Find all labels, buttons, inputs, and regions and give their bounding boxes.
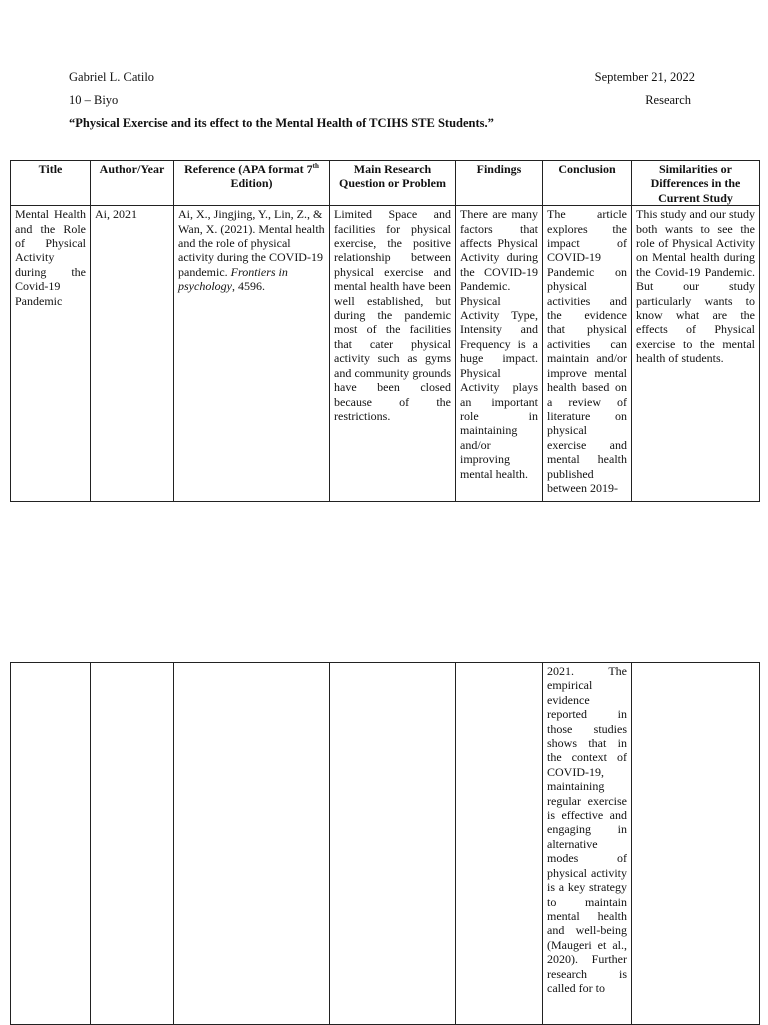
cell-conclusion xyxy=(543,206,632,502)
reference-journal: Frontiers in psychology xyxy=(178,264,288,294)
table-header-row xyxy=(11,161,760,206)
table-row xyxy=(11,663,760,1025)
cell-findings-empty xyxy=(456,663,543,1025)
column-header-title: Title xyxy=(11,161,91,206)
column-header-reference xyxy=(174,161,330,206)
subject-name: Research xyxy=(645,93,691,107)
column-header-conclusion: Conclusion xyxy=(543,161,632,206)
conclusion-continued-text: 2021. The empirical evidence reported in those studies shows that in the context of COVID-19, maintaining regular exercise is effective and engaging in alternative modes of physical activity is a key strategy to maintain mental health and well-being (Maugeri et al., 2020). Further research is called for to xyxy=(547,664,627,995)
column-header-similarities: Similarities or Differences in the Current Study xyxy=(632,161,760,206)
cell-findings: There are many factors that affects Physical Activity during the COVID-19 Pandemic. Physical Activity Type, Intensity and Frequency is a huge impact. Physical Activity plays an important role in maintaining and/or improving mental health. xyxy=(456,206,543,502)
reference-header-sup: th xyxy=(312,162,319,170)
document-date: September 21, 2022 xyxy=(594,70,695,84)
cell-conclusion-continued xyxy=(543,663,632,1025)
cell-reference xyxy=(174,206,330,502)
research-title: “Physical Exercise and its effect to the Mental Health of TCIHS STE Students.” xyxy=(69,116,494,130)
cell-author-year-empty xyxy=(91,663,174,1025)
reference-header-text: Reference (APA format 7 xyxy=(184,162,313,176)
cell-question-empty xyxy=(330,663,456,1025)
cell-title-empty xyxy=(11,663,91,1025)
section-name: 10 – Biyo xyxy=(69,93,119,107)
author-name: Gabriel L. Catilo xyxy=(69,70,155,84)
rrl-table-page-2 xyxy=(10,662,760,1025)
cell-reference-empty xyxy=(174,663,330,1025)
cell-question: Limited Space and facilities for physical exercise, the positive relationship between physical exercise and mental health have been well established, but during the pandemic most of the facilities that cater physical activity such as gyms and community grounds have been closed because of the restrictions. xyxy=(330,206,456,502)
rrl-table-page-1 xyxy=(10,160,760,502)
table-row xyxy=(11,206,760,502)
cell-similarities-empty xyxy=(632,663,760,1025)
cell-author-year: Ai, 2021 xyxy=(91,206,174,502)
conclusion-text: The article explores the impact of COVID-19 Pandemic on physical activities and the evidence that physical activities can maintain and/or improve mental health based on a review of literature on physical exercise and mental health published between 2019- xyxy=(547,207,627,495)
column-header-question: Main Research Question or Problem xyxy=(330,161,456,206)
reference-tail: , 4596. xyxy=(231,279,265,294)
cell-similarities: This study and our study both wants to see the role of Physical Activity on Mental health during the Covid-19 Pandemic. But our study particularly wants to know what are the effects of Physical exercise to the mental health of students. xyxy=(632,206,760,502)
reference-header-text-end: Edition) xyxy=(230,176,273,191)
column-header-findings: Findings xyxy=(456,161,543,206)
cell-title: Mental Health and the Role of Physical Activity during the Covid-19 Pandemic xyxy=(11,206,91,502)
reference-text: Ai, X., Jingjing, Y., Lin, Z., & Wan, X. (2021). Mental health and the role of physical activity during the COVID-19 pandemic. xyxy=(178,207,325,279)
column-header-author-year: Author/Year xyxy=(91,161,174,206)
